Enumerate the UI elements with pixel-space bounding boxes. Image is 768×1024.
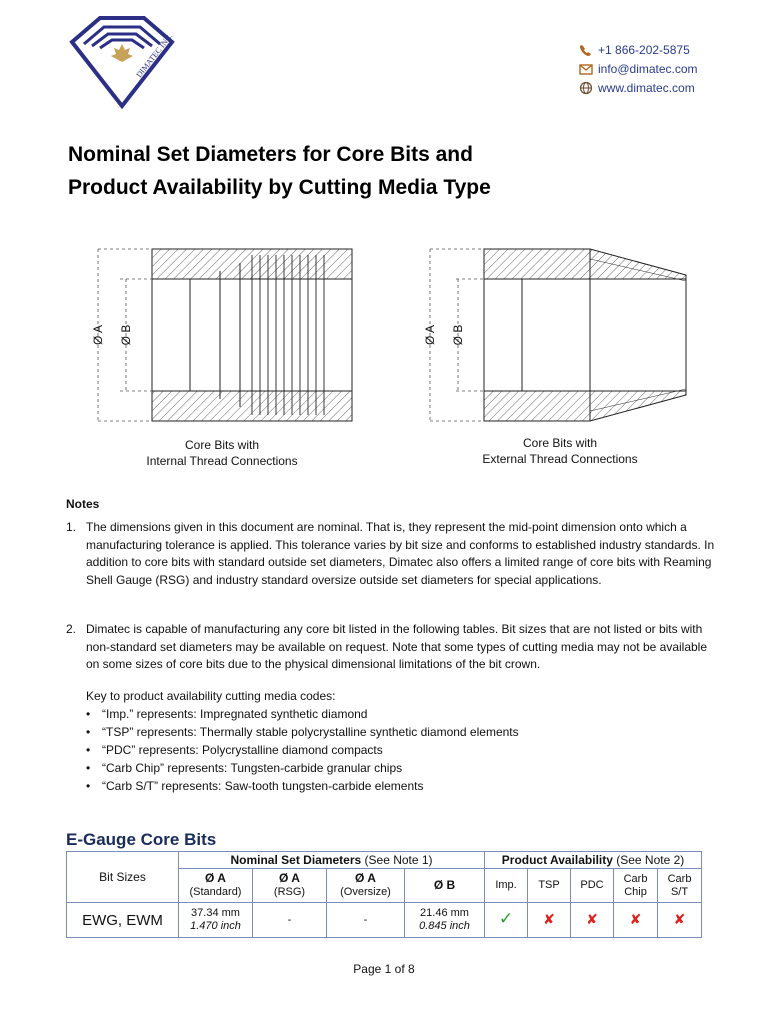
contact-phone xyxy=(578,40,698,59)
col-a-rsg xyxy=(253,869,327,903)
caption-external-line-2: External Thread Connections xyxy=(482,452,638,466)
cross-icon: ✘ xyxy=(586,910,598,927)
note-1-number: 1. xyxy=(66,520,77,534)
media-header: Imp. xyxy=(495,879,517,891)
col-header-main: Ø B xyxy=(433,877,456,892)
media-header: Chip xyxy=(624,885,647,898)
carb-st-cell xyxy=(658,903,702,938)
bit-size-cell: EWG, EWM xyxy=(67,903,179,938)
web-text[interactable]: www.dimatec.com xyxy=(598,80,695,95)
notes-heading: Notes xyxy=(66,497,100,511)
a-rsg-cell: - xyxy=(253,903,327,938)
external-thread-diagram xyxy=(410,245,700,435)
note-1-text: The dimensions given in this document are nominal. That is, they represent the mid-point dimension onto which a manufacturing tolerance is applied. This tolerance varies by bit size and conforms to established industry standards. In addition to core bits with standard outside set diameters, Dimatec also offers a limited range of core bits with Reaming Shell Gauge (RSG) and industry standard oversize outside set diameters for special applications. xyxy=(86,520,715,587)
col-imp xyxy=(485,869,528,903)
col-header-main: Ø A xyxy=(355,871,376,885)
section-title: E-Gauge Core Bits xyxy=(66,830,217,849)
caption-external-line-1: Core Bits with xyxy=(522,436,598,450)
col-carb-chip xyxy=(614,869,658,903)
note-2 xyxy=(66,621,716,674)
carb-chip-cell xyxy=(614,903,658,938)
label-diameter-a-left: Ø A xyxy=(91,324,105,346)
label-diameter-b-right: Ø B xyxy=(451,324,465,346)
title-line-2: Product Availability by Cutting Media Type xyxy=(68,176,491,199)
note-2-number: 2. xyxy=(66,622,77,636)
tsp-cell xyxy=(528,903,571,938)
col-a-oversize xyxy=(327,869,405,903)
dimatec-logo xyxy=(62,14,182,112)
a-standard-cell xyxy=(179,903,253,938)
list-item: • “Carb Chip” represents: Tungsten-carbide granular chips xyxy=(86,759,706,777)
media-header: Carb xyxy=(623,872,648,885)
check-icon: ✓ xyxy=(498,909,514,928)
col-header-main: Ø A xyxy=(205,871,226,885)
note-1 xyxy=(66,519,716,589)
maple-leaf-icon xyxy=(111,44,133,62)
col-b xyxy=(405,869,485,903)
page-title xyxy=(68,138,708,204)
media-key xyxy=(86,687,706,795)
label-diameter-a-right: Ø A xyxy=(423,324,437,346)
nominal-group-header xyxy=(179,852,485,869)
contact-block xyxy=(578,40,698,97)
list-item: • “Carb S/T” represents: Saw-tooth tungsten-carbide elements xyxy=(86,777,706,795)
e-gauge-table xyxy=(66,851,702,938)
value-inch: 1.470 inch xyxy=(190,920,241,932)
caption-internal xyxy=(122,437,322,469)
value-mm: 21.46 mm xyxy=(420,907,469,919)
phone-icon xyxy=(578,43,594,57)
col-a-standard xyxy=(179,869,253,903)
media-header: S/T xyxy=(670,885,689,898)
col-header-sub: (Standard) xyxy=(189,886,242,898)
logo-text: DIMATEC INC. xyxy=(134,31,175,80)
media-header: TSP xyxy=(538,879,560,891)
media-header: PDC xyxy=(580,879,604,891)
b-cell xyxy=(405,903,485,938)
media-key-list xyxy=(86,705,706,795)
bit-sizes-header: Bit Sizes xyxy=(67,852,179,903)
list-item: • “Imp.” represents: Impregnated synthetic diamond xyxy=(86,705,706,723)
value-mm: 37.34 mm xyxy=(191,907,240,919)
col-carb-st xyxy=(658,869,702,903)
caption-internal-line-1: Core Bits with xyxy=(184,438,260,452)
col-header-main: Ø A xyxy=(279,871,300,885)
caption-internal-line-2: Internal Thread Connections xyxy=(146,454,298,468)
cross-icon: ✘ xyxy=(629,910,642,927)
col-pdc xyxy=(571,869,614,903)
cross-icon: ✘ xyxy=(543,910,555,927)
phone-text[interactable]: +1 866-202-5875 xyxy=(598,42,690,57)
imp-cell xyxy=(485,903,528,938)
globe-icon xyxy=(578,81,594,95)
nominal-group-note: (See Note 1) xyxy=(361,853,433,867)
media-header: Carb xyxy=(667,872,692,885)
col-tsp xyxy=(528,869,571,903)
internal-thread-diagram xyxy=(80,245,360,435)
media-key-intro: Key to product availability cutting media codes: xyxy=(86,689,336,703)
value-inch: 0.845 inch xyxy=(419,920,470,932)
a-oversize-cell: - xyxy=(327,903,405,938)
list-item: • “TSP” represents: Thermally stable polycrystalline synthetic diamond elements xyxy=(86,723,706,741)
title-line-1: Nominal Set Diameters for Core Bits and xyxy=(68,143,473,166)
availability-group-title: Product Availability xyxy=(501,853,613,867)
contact-email xyxy=(578,59,698,78)
col-header-sub: (Oversize) xyxy=(340,886,391,898)
pdc-cell xyxy=(571,903,614,938)
contact-web xyxy=(578,78,698,97)
nominal-group-title: Nominal Set Diameters xyxy=(230,853,362,867)
email-icon xyxy=(578,62,594,76)
availability-group-note: (See Note 2) xyxy=(612,853,685,867)
availability-group-header xyxy=(485,852,702,869)
list-item: • “PDC” represents: Polycrystalline diamond compacts xyxy=(86,741,706,759)
cross-icon: ✘ xyxy=(673,910,686,927)
label-diameter-b-left: Ø B xyxy=(119,324,133,346)
table-row xyxy=(67,903,702,938)
caption-external xyxy=(460,435,660,467)
email-text[interactable]: info@dimatec.com xyxy=(598,61,698,76)
col-header-sub: (RSG) xyxy=(273,886,306,898)
note-2-text: Dimatec is capable of manufacturing any core bit listed in the following tables. Bit sizes that are not listed or bits with non-standard set diameters may be available on request. Note that some types of cutting media may not be available on some sizes of core bits due to the physical dimensional limitations of the bit crown. xyxy=(86,622,708,672)
page-number: Page 1 of 8 xyxy=(353,962,415,976)
